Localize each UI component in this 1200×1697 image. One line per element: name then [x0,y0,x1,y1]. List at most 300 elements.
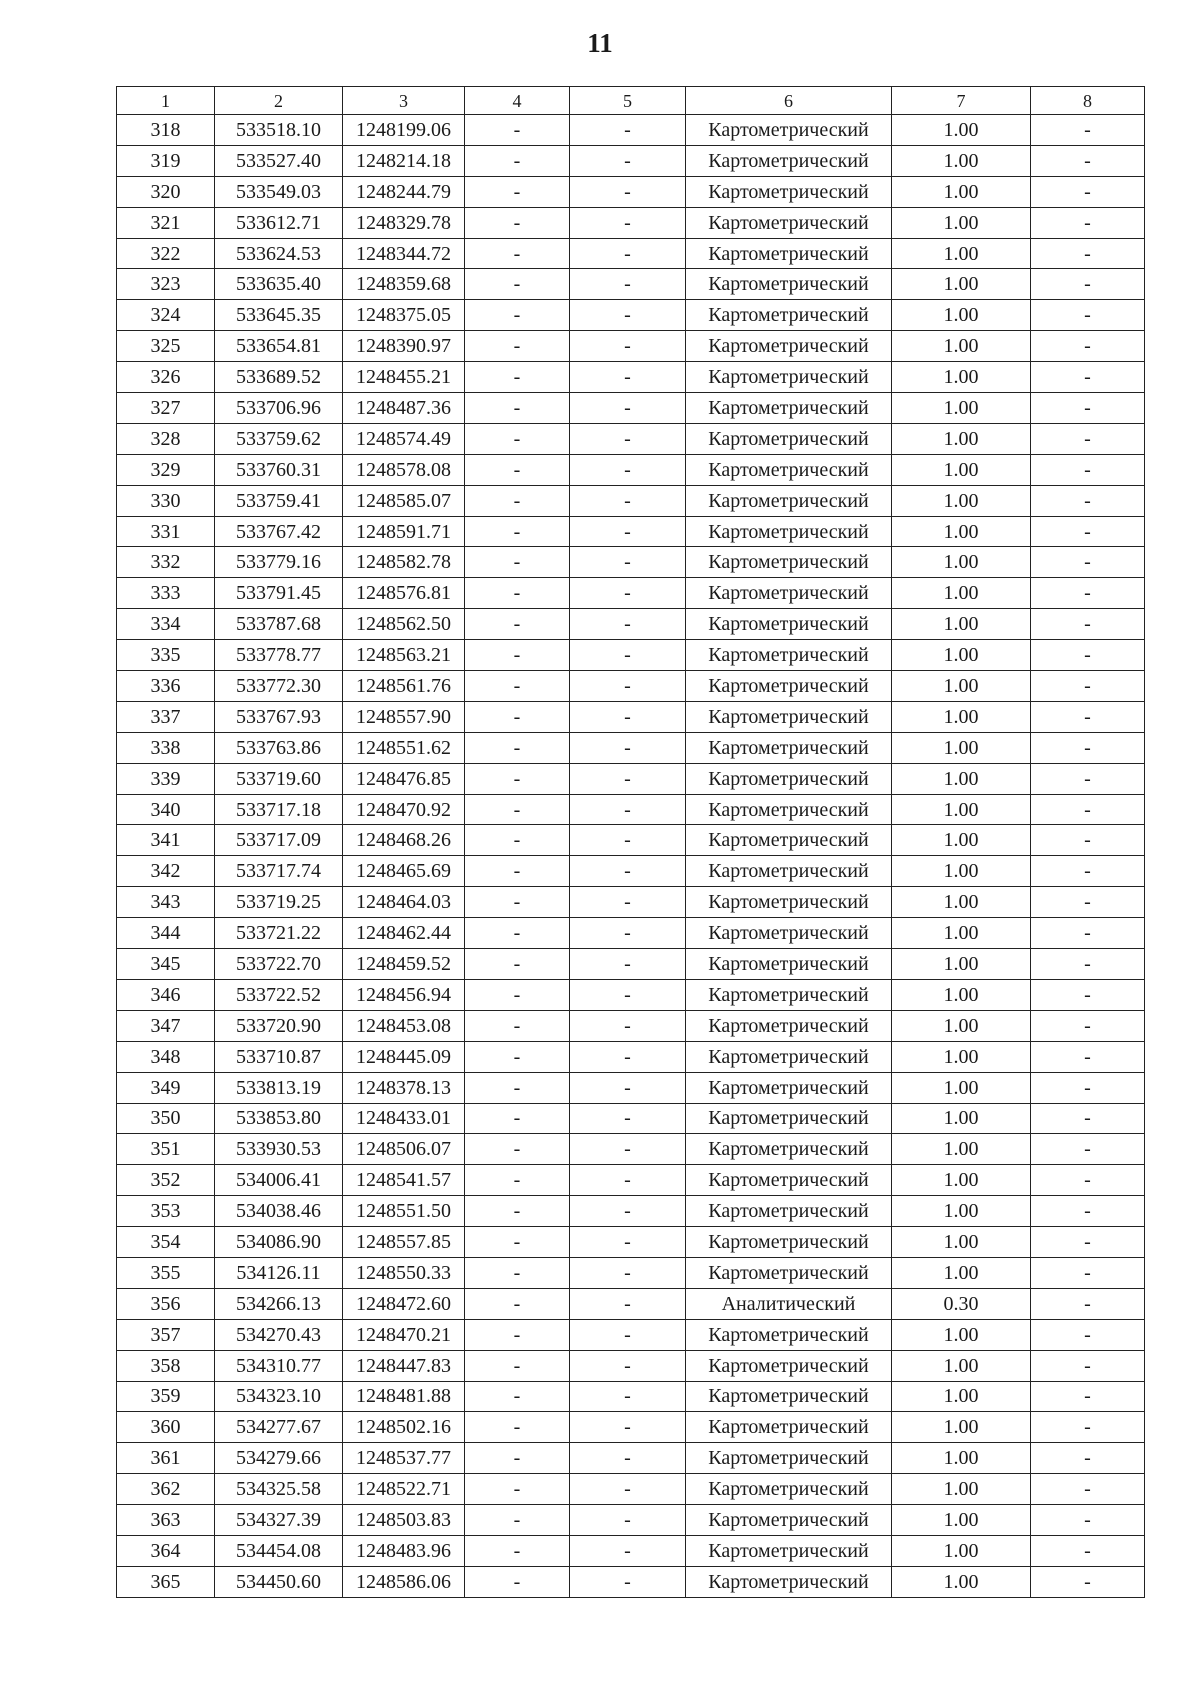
y-coordinate-cell: 1248586.06 [343,1566,465,1597]
point-number-cell: 325 [117,331,215,362]
y-coordinate-cell: 1248214.18 [343,145,465,176]
y-coordinate-cell: 1248503.83 [343,1505,465,1536]
point-number-cell: 338 [117,732,215,763]
col-5-value-cell: - [570,887,686,918]
accuracy-cell: 1.00 [892,1412,1031,1443]
col-8-value-cell: - [1031,300,1145,331]
point-number-cell: 318 [117,115,215,146]
y-coordinate-cell: 1248551.62 [343,732,465,763]
table-row [117,393,1145,424]
x-coordinate-cell: 533645.35 [215,300,343,331]
accuracy-cell: 1.00 [892,331,1031,362]
col-4-value-cell: - [465,454,570,485]
table-row [117,1412,1145,1443]
col-8-value-cell: - [1031,1041,1145,1072]
method-cell: Картометрический [686,1566,892,1597]
col-8-value-cell: - [1031,1010,1145,1041]
table-row [117,1566,1145,1597]
method-cell: Картометрический [686,1165,892,1196]
column-header: 8 [1031,87,1145,115]
col-5-value-cell: - [570,300,686,331]
method-cell: Картометрический [686,1505,892,1536]
col-5-value-cell: - [570,362,686,393]
col-4-value-cell: - [465,1041,570,1072]
col-5-value-cell: - [570,578,686,609]
col-8-value-cell: - [1031,1257,1145,1288]
col-5-value-cell: - [570,516,686,547]
method-cell: Картометрический [686,578,892,609]
col-4-value-cell: - [465,238,570,269]
accuracy-cell: 1.00 [892,115,1031,146]
y-coordinate-cell: 1248483.96 [343,1535,465,1566]
x-coordinate-cell: 533689.52 [215,362,343,393]
col-8-value-cell: - [1031,671,1145,702]
col-4-value-cell: - [465,516,570,547]
table-row [117,1257,1145,1288]
table-row [117,1041,1145,1072]
col-5-value-cell: - [570,1196,686,1227]
col-8-value-cell: - [1031,1535,1145,1566]
table-header [117,87,1145,115]
point-number-cell: 319 [117,145,215,176]
col-4-value-cell: - [465,1443,570,1474]
col-4-value-cell: - [465,1535,570,1566]
table-row [117,423,1145,454]
point-number-cell: 348 [117,1041,215,1072]
col-4-value-cell: - [465,763,570,794]
method-cell: Картометрический [686,671,892,702]
x-coordinate-cell: 533624.53 [215,238,343,269]
point-number-cell: 363 [117,1505,215,1536]
col-8-value-cell: - [1031,454,1145,485]
col-8-value-cell: - [1031,1381,1145,1412]
y-coordinate-cell: 1248502.16 [343,1412,465,1443]
method-cell: Картометрический [686,485,892,516]
column-header: 5 [570,87,686,115]
method-cell: Картометрический [686,918,892,949]
col-5-value-cell: - [570,1381,686,1412]
y-coordinate-cell: 1248244.79 [343,176,465,207]
col-5-value-cell: - [570,547,686,578]
table-row [117,485,1145,516]
point-number-cell: 327 [117,393,215,424]
col-4-value-cell: - [465,1103,570,1134]
method-cell: Картометрический [686,732,892,763]
table-row [117,1165,1145,1196]
point-number-cell: 355 [117,1257,215,1288]
col-5-value-cell: - [570,1505,686,1536]
y-coordinate-cell: 1248561.76 [343,671,465,702]
accuracy-cell: 1.00 [892,393,1031,424]
point-number-cell: 330 [117,485,215,516]
table-row [117,578,1145,609]
y-coordinate-cell: 1248375.05 [343,300,465,331]
col-8-value-cell: - [1031,145,1145,176]
col-8-value-cell: - [1031,331,1145,362]
accuracy-cell: 1.00 [892,979,1031,1010]
accuracy-cell: 1.00 [892,300,1031,331]
method-cell: Картометрический [686,979,892,1010]
col-8-value-cell: - [1031,516,1145,547]
col-4-value-cell: - [465,856,570,887]
col-8-value-cell: - [1031,269,1145,300]
point-number-cell: 322 [117,238,215,269]
x-coordinate-cell: 534450.60 [215,1566,343,1597]
y-coordinate-cell: 1248557.90 [343,701,465,732]
accuracy-cell: 1.00 [892,1072,1031,1103]
x-coordinate-cell: 533853.80 [215,1103,343,1134]
col-4-value-cell: - [465,1412,570,1443]
col-5-value-cell: - [570,949,686,980]
header-row [117,87,1145,115]
accuracy-cell: 1.00 [892,763,1031,794]
col-8-value-cell: - [1031,1505,1145,1536]
x-coordinate-cell: 533760.31 [215,454,343,485]
table-row [117,701,1145,732]
y-coordinate-cell: 1248447.83 [343,1350,465,1381]
col-5-value-cell: - [570,1227,686,1258]
point-number-cell: 341 [117,825,215,856]
col-4-value-cell: - [465,1165,570,1196]
accuracy-cell: 1.00 [892,238,1031,269]
col-5-value-cell: - [570,1010,686,1041]
table-row [117,1535,1145,1566]
point-number-cell: 350 [117,1103,215,1134]
accuracy-cell: 1.00 [892,176,1031,207]
x-coordinate-cell: 533549.03 [215,176,343,207]
column-header: 6 [686,87,892,115]
x-coordinate-cell: 533772.30 [215,671,343,702]
col-4-value-cell: - [465,1010,570,1041]
col-8-value-cell: - [1031,1319,1145,1350]
x-coordinate-cell: 533706.96 [215,393,343,424]
point-number-cell: 326 [117,362,215,393]
point-number-cell: 328 [117,423,215,454]
col-4-value-cell: - [465,331,570,362]
accuracy-cell: 1.00 [892,609,1031,640]
method-cell: Картометрический [686,609,892,640]
col-5-value-cell: - [570,1350,686,1381]
table-row [117,331,1145,362]
accuracy-cell: 1.00 [892,856,1031,887]
col-8-value-cell: - [1031,640,1145,671]
col-8-value-cell: - [1031,1474,1145,1505]
method-cell: Картометрический [686,1134,892,1165]
accuracy-cell: 1.00 [892,1103,1031,1134]
x-coordinate-cell: 533654.81 [215,331,343,362]
method-cell: Картометрический [686,887,892,918]
col-5-value-cell: - [570,979,686,1010]
col-5-value-cell: - [570,732,686,763]
method-cell: Картометрический [686,207,892,238]
column-header: 3 [343,87,465,115]
accuracy-cell: 1.00 [892,1474,1031,1505]
col-5-value-cell: - [570,825,686,856]
point-number-cell: 335 [117,640,215,671]
col-4-value-cell: - [465,671,570,702]
y-coordinate-cell: 1248359.68 [343,269,465,300]
method-cell: Картометрический [686,825,892,856]
y-coordinate-cell: 1248562.50 [343,609,465,640]
x-coordinate-cell: 533767.93 [215,701,343,732]
accuracy-cell: 1.00 [892,145,1031,176]
point-number-cell: 332 [117,547,215,578]
accuracy-cell: 1.00 [892,423,1031,454]
table-row [117,1288,1145,1319]
table-row [117,979,1145,1010]
col-8-value-cell: - [1031,362,1145,393]
col-4-value-cell: - [465,701,570,732]
method-cell: Картометрический [686,1443,892,1474]
method-cell: Картометрический [686,176,892,207]
method-cell: Картометрический [686,1010,892,1041]
x-coordinate-cell: 534006.41 [215,1165,343,1196]
col-5-value-cell: - [570,1072,686,1103]
point-number-cell: 343 [117,887,215,918]
accuracy-cell: 1.00 [892,1165,1031,1196]
y-coordinate-cell: 1248199.06 [343,115,465,146]
point-number-cell: 351 [117,1134,215,1165]
table-row [117,238,1145,269]
method-cell: Картометрический [686,362,892,393]
col-5-value-cell: - [570,1041,686,1072]
point-number-cell: 364 [117,1535,215,1566]
y-coordinate-cell: 1248445.09 [343,1041,465,1072]
table-row [117,1350,1145,1381]
table-row [117,1010,1145,1041]
col-4-value-cell: - [465,609,570,640]
accuracy-cell: 1.00 [892,1010,1031,1041]
point-number-cell: 347 [117,1010,215,1041]
y-coordinate-cell: 1248455.21 [343,362,465,393]
col-5-value-cell: - [570,423,686,454]
y-coordinate-cell: 1248476.85 [343,763,465,794]
accuracy-cell: 1.00 [892,825,1031,856]
col-5-value-cell: - [570,1288,686,1319]
col-8-value-cell: - [1031,701,1145,732]
y-coordinate-cell: 1248582.78 [343,547,465,578]
method-cell: Картометрический [686,1072,892,1103]
col-5-value-cell: - [570,1535,686,1566]
x-coordinate-cell: 533710.87 [215,1041,343,1072]
point-number-cell: 324 [117,300,215,331]
col-4-value-cell: - [465,732,570,763]
col-4-value-cell: - [465,269,570,300]
col-5-value-cell: - [570,238,686,269]
table-row [117,1381,1145,1412]
method-cell: Аналитический [686,1288,892,1319]
x-coordinate-cell: 533763.86 [215,732,343,763]
accuracy-cell: 1.00 [892,1443,1031,1474]
table-row [117,1196,1145,1227]
col-8-value-cell: - [1031,856,1145,887]
table-row [117,269,1145,300]
point-number-cell: 361 [117,1443,215,1474]
table-row [117,794,1145,825]
y-coordinate-cell: 1248576.81 [343,578,465,609]
method-cell: Картометрический [686,269,892,300]
col-5-value-cell: - [570,701,686,732]
col-8-value-cell: - [1031,732,1145,763]
y-coordinate-cell: 1248462.44 [343,918,465,949]
x-coordinate-cell: 533717.09 [215,825,343,856]
method-cell: Картометрический [686,1535,892,1566]
x-coordinate-cell: 534327.39 [215,1505,343,1536]
accuracy-cell: 1.00 [892,207,1031,238]
col-4-value-cell: - [465,918,570,949]
col-5-value-cell: - [570,1257,686,1288]
accuracy-cell: 1.00 [892,547,1031,578]
point-number-cell: 336 [117,671,215,702]
col-4-value-cell: - [465,393,570,424]
y-coordinate-cell: 1248465.69 [343,856,465,887]
col-4-value-cell: - [465,825,570,856]
method-cell: Картометрический [686,1350,892,1381]
y-coordinate-cell: 1248506.07 [343,1134,465,1165]
y-coordinate-cell: 1248522.71 [343,1474,465,1505]
point-number-cell: 352 [117,1165,215,1196]
table-row [117,454,1145,485]
col-4-value-cell: - [465,1196,570,1227]
method-cell: Картометрический [686,145,892,176]
method-cell: Картометрический [686,423,892,454]
table-row [117,918,1145,949]
y-coordinate-cell: 1248329.78 [343,207,465,238]
col-5-value-cell: - [570,794,686,825]
point-number-cell: 345 [117,949,215,980]
col-4-value-cell: - [465,979,570,1010]
col-4-value-cell: - [465,1350,570,1381]
accuracy-cell: 1.00 [892,1196,1031,1227]
y-coordinate-cell: 1248453.08 [343,1010,465,1041]
x-coordinate-cell: 533518.10 [215,115,343,146]
x-coordinate-cell: 533767.42 [215,516,343,547]
y-coordinate-cell: 1248563.21 [343,640,465,671]
col-8-value-cell: - [1031,825,1145,856]
accuracy-cell: 1.00 [892,918,1031,949]
point-number-cell: 342 [117,856,215,887]
accuracy-cell: 1.00 [892,1535,1031,1566]
point-number-cell: 349 [117,1072,215,1103]
x-coordinate-cell: 534126.11 [215,1257,343,1288]
column-header: 4 [465,87,570,115]
col-8-value-cell: - [1031,547,1145,578]
x-coordinate-cell: 533930.53 [215,1134,343,1165]
col-5-value-cell: - [570,671,686,702]
x-coordinate-cell: 534086.90 [215,1227,343,1258]
col-4-value-cell: - [465,362,570,393]
point-number-cell: 331 [117,516,215,547]
x-coordinate-cell: 533719.25 [215,887,343,918]
table-row [117,1474,1145,1505]
x-coordinate-cell: 533759.62 [215,423,343,454]
y-coordinate-cell: 1248557.85 [343,1227,465,1258]
point-number-cell: 353 [117,1196,215,1227]
col-8-value-cell: - [1031,1196,1145,1227]
accuracy-cell: 1.00 [892,1041,1031,1072]
x-coordinate-cell: 533721.22 [215,918,343,949]
table-row [117,1103,1145,1134]
point-number-cell: 359 [117,1381,215,1412]
col-4-value-cell: - [465,1227,570,1258]
table-row [117,1443,1145,1474]
table-row [117,640,1145,671]
col-5-value-cell: - [570,1134,686,1165]
point-number-cell: 360 [117,1412,215,1443]
x-coordinate-cell: 533778.77 [215,640,343,671]
col-5-value-cell: - [570,1165,686,1196]
col-4-value-cell: - [465,1134,570,1165]
method-cell: Картометрический [686,547,892,578]
x-coordinate-cell: 534270.43 [215,1319,343,1350]
method-cell: Картометрический [686,1412,892,1443]
accuracy-cell: 1.00 [892,1350,1031,1381]
y-coordinate-cell: 1248585.07 [343,485,465,516]
col-8-value-cell: - [1031,949,1145,980]
x-coordinate-cell: 533722.70 [215,949,343,980]
accuracy-cell: 1.00 [892,485,1031,516]
col-5-value-cell: - [570,1443,686,1474]
table-row [117,609,1145,640]
accuracy-cell: 0.30 [892,1288,1031,1319]
x-coordinate-cell: 533612.71 [215,207,343,238]
table-row [117,887,1145,918]
col-4-value-cell: - [465,1505,570,1536]
method-cell: Картометрический [686,516,892,547]
method-cell: Картометрический [686,1103,892,1134]
y-coordinate-cell: 1248470.92 [343,794,465,825]
method-cell: Картометрический [686,640,892,671]
y-coordinate-cell: 1248551.50 [343,1196,465,1227]
point-number-cell: 344 [117,918,215,949]
x-coordinate-cell: 534323.10 [215,1381,343,1412]
y-coordinate-cell: 1248470.21 [343,1319,465,1350]
x-coordinate-cell: 534277.67 [215,1412,343,1443]
x-coordinate-cell: 533720.90 [215,1010,343,1041]
col-4-value-cell: - [465,485,570,516]
method-cell: Картометрический [686,763,892,794]
y-coordinate-cell: 1248550.33 [343,1257,465,1288]
table-row [117,856,1145,887]
table-row [117,207,1145,238]
point-number-cell: 321 [117,207,215,238]
col-5-value-cell: - [570,1319,686,1350]
col-5-value-cell: - [570,393,686,424]
table-row [117,732,1145,763]
col-8-value-cell: - [1031,1227,1145,1258]
table-row [117,671,1145,702]
accuracy-cell: 1.00 [892,701,1031,732]
table-row [117,115,1145,146]
point-number-cell: 362 [117,1474,215,1505]
col-4-value-cell: - [465,1566,570,1597]
point-number-cell: 333 [117,578,215,609]
col-8-value-cell: - [1031,1072,1145,1103]
col-4-value-cell: - [465,145,570,176]
x-coordinate-cell: 533759.41 [215,485,343,516]
accuracy-cell: 1.00 [892,671,1031,702]
col-5-value-cell: - [570,609,686,640]
col-8-value-cell: - [1031,887,1145,918]
accuracy-cell: 1.00 [892,1505,1031,1536]
col-8-value-cell: - [1031,1165,1145,1196]
y-coordinate-cell: 1248433.01 [343,1103,465,1134]
method-cell: Картометрический [686,701,892,732]
col-8-value-cell: - [1031,115,1145,146]
col-5-value-cell: - [570,331,686,362]
accuracy-cell: 1.00 [892,1227,1031,1258]
y-coordinate-cell: 1248578.08 [343,454,465,485]
